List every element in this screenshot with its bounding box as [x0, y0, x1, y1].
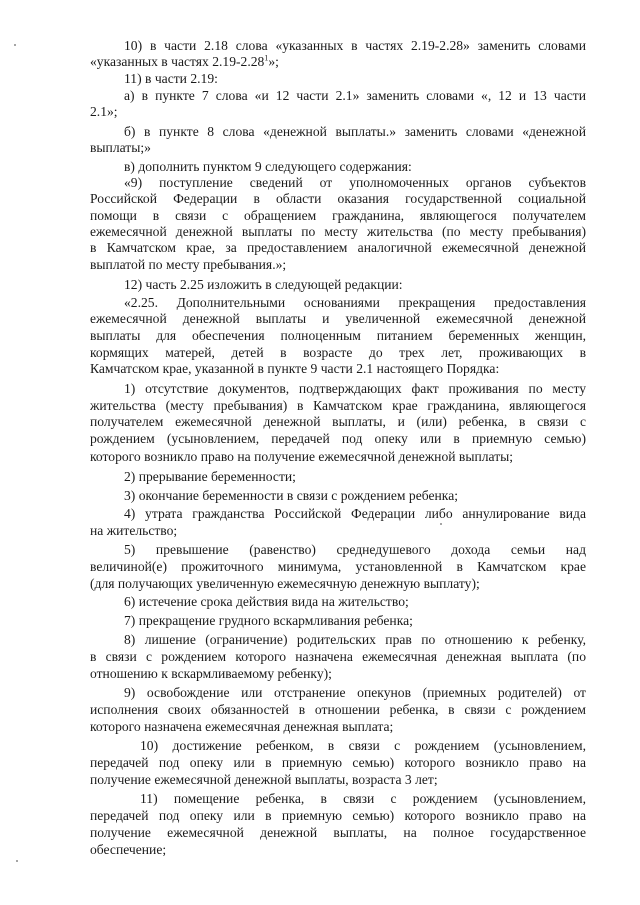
- text-line: обеспечение;: [90, 842, 167, 857]
- text-line: 11) в части 2.19:: [124, 71, 218, 86]
- scan-speck: [16, 860, 18, 862]
- text-line: получение ежемесячной денежной выплаты, на полное государственное: [90, 825, 586, 840]
- text-line: 2) прерывание беременности;: [124, 469, 296, 484]
- text-line: в связи с рождением которого назначена ежемесячная денежная выплата (по: [90, 649, 586, 664]
- text-line: 5) превышение (равенство) среднедушевого дохода семьи над: [124, 542, 586, 557]
- text-line: 4) утрата гражданства Российской Федерации либо аннулирование вида: [124, 506, 586, 521]
- text-line: ежемесячной денежной выплаты по месту жительства (по месту пребывания): [90, 224, 586, 239]
- text-line: 12) часть 2.25 изложить в следующей редакции:: [124, 277, 403, 292]
- text-line: 2.1»;: [90, 104, 118, 119]
- text-line: величиной(е) прожиточного минимума, установленной в Камчатском крае: [90, 559, 586, 574]
- text-line: помощи в связи с обращением гражданина, являющегося получателем: [90, 208, 586, 223]
- text-line: «указанных в частях 2.19-2.28$^1$»;: [90, 53, 279, 69]
- text-line: 1) отсутствие документов, подтверждающих факт проживания по месту: [124, 381, 586, 396]
- text-line: кормящих матерей, детей в возрасте до трех лет, проживающих в: [90, 345, 586, 360]
- text-line: передачей под опеку или в приемную семью) которого возникло право на: [90, 755, 586, 770]
- text-line: 10) достижение ребенком, в связи с рождением (усыновлением,: [140, 738, 586, 753]
- text-line: а) в пункте 7 слова «и 12 части 2.1» заменить словами «, 12 и 13 части: [124, 88, 586, 103]
- text-line: которого возникло право на получение ежемесячной денежной выплаты;: [90, 449, 514, 464]
- text-line: выплатой по месту пребывания.»;: [90, 257, 287, 272]
- text-line: выплаты для обеспечения полноценным питанием беременных женщин,: [90, 328, 586, 343]
- scan-speck: [14, 44, 16, 46]
- text-line: 6) истечение срока действия вида на жительство;: [124, 594, 409, 609]
- text-line: 10) в части 2.18 слова «указанных в частях 2.19-2.28» заменить словами: [124, 38, 586, 53]
- text-line: жительства (месту пребывания) в Камчатском крае гражданина, являющегося: [90, 398, 586, 413]
- text-line: б) в пункте 8 слова «денежной выплаты.» заменить словами «денежной: [124, 124, 586, 139]
- text-line: 9) освобождение или отстранение опекунов (приемных родителей) от: [124, 685, 586, 700]
- text-line: «2.25. Дополнительными основаниями прекращения предоставления: [124, 295, 586, 310]
- text-line: «9) поступление сведений от уполномоченных органов субъектов: [124, 175, 586, 190]
- text-line: 8) лишение (ограничение) родительских прав по отношению к ребенку,: [124, 632, 586, 647]
- text-line: рождением (усыновлением, передачей под опеку или в приемную семью): [90, 431, 586, 446]
- text-line: 11) помещение ребенка, в связи с рождением (усыновлением,: [140, 791, 586, 806]
- text-line: в) дополнить пунктом 9 следующего содержания:: [124, 159, 412, 174]
- text-line: получение ежемесячной денежной выплаты, возраста 3 лет;: [90, 772, 438, 787]
- text-line: ежемесячной денежной выплаты и увеличенной ежемесячной денежной: [90, 311, 586, 326]
- text-line: на жительство;: [90, 523, 178, 538]
- text-line: Камчатском крае, указанной в пункте 9 части 2.1 настоящего Порядка:: [90, 361, 500, 376]
- text-line: в Камчатском крае, за предоставлением аналогичной ежемесячной денежной: [90, 240, 586, 255]
- text-line: отношению к вскармливаемому ребенку);: [90, 666, 332, 681]
- text-line: (для получающих увеличенную ежемесячную денежную выплату);: [90, 576, 480, 591]
- text-line: получателем ежемесячной денежной выплаты, и (или) ребенка, в связи с: [90, 414, 586, 429]
- text-line: передачей под опеку или в приемную семью) которого возникло право на: [90, 808, 586, 823]
- text-line: 7) прекращение грудного вскармливания ребенка;: [124, 613, 413, 628]
- text-line: исполнения своих обязанностей в отношении ребенка, в связи с рождением: [90, 702, 586, 717]
- text-line: выплаты;»: [90, 140, 151, 155]
- text-line: Российской Федерации в области оказания государственной социальной: [90, 191, 586, 206]
- text-line: которого назначена ежемесячная денежная выплата;: [90, 719, 394, 734]
- text-line: 3) окончание беременности в связи с рождением ребенка;: [124, 488, 459, 503]
